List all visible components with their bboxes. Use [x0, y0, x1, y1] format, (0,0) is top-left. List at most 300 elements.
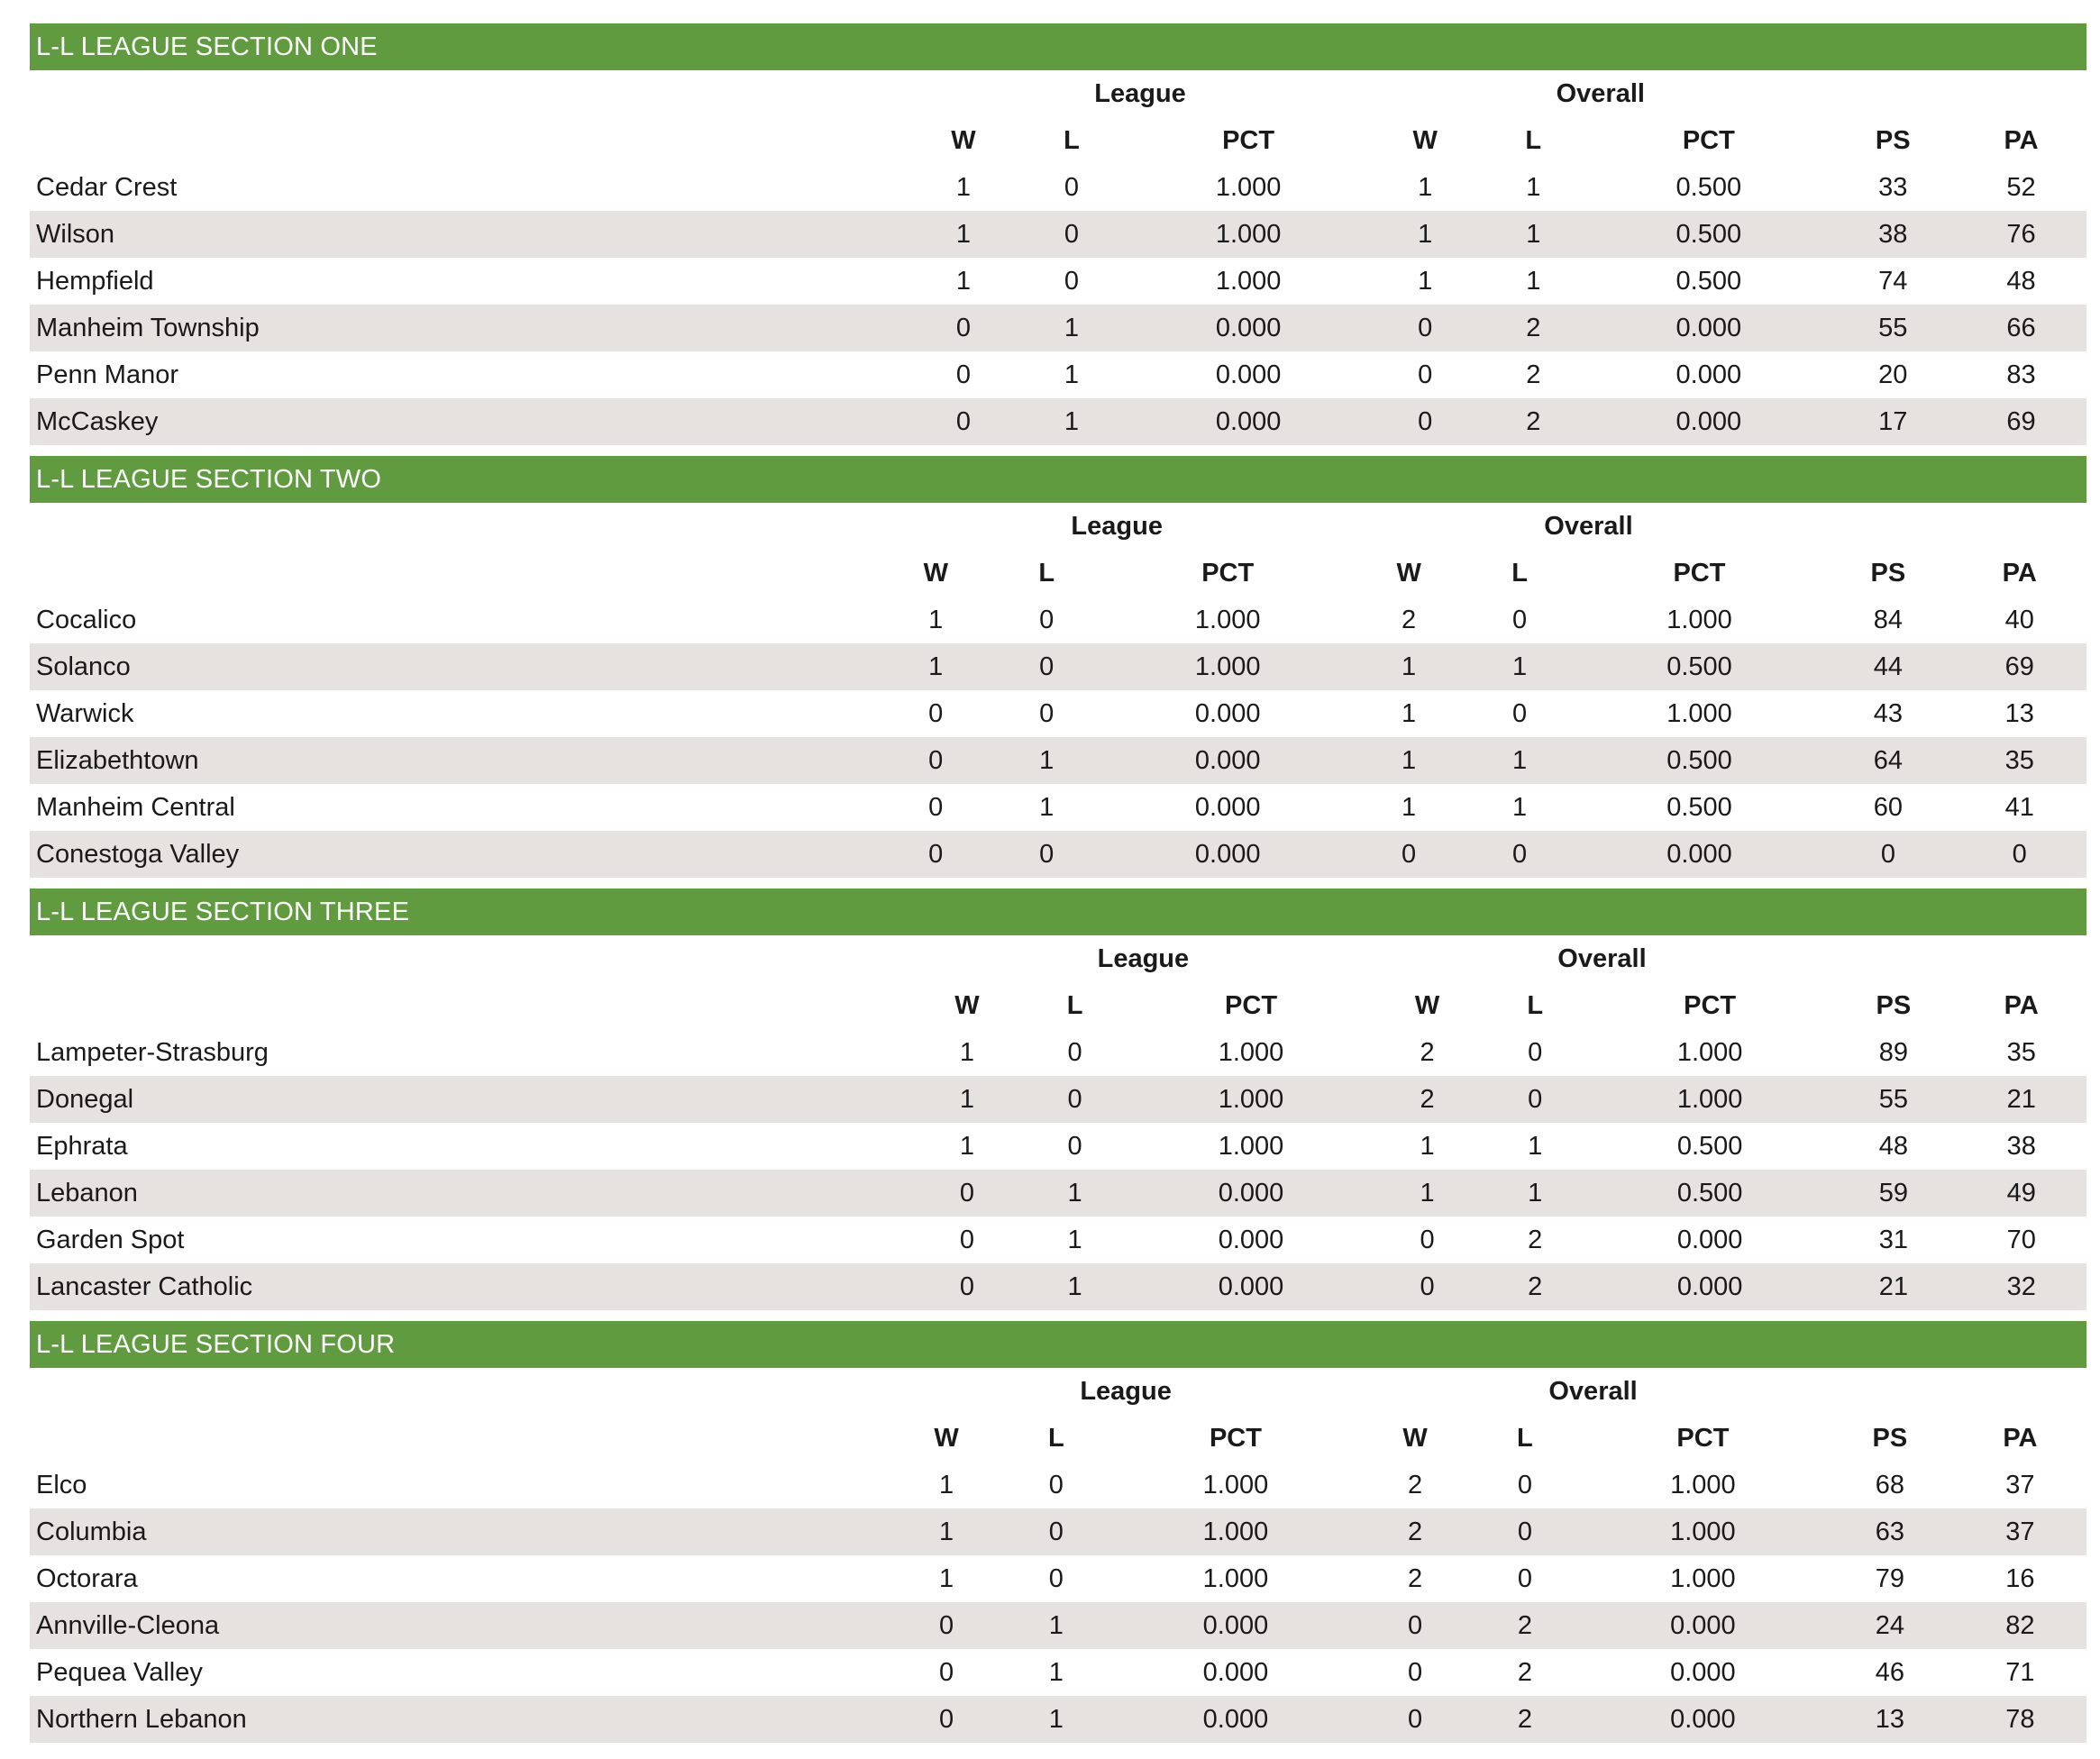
team-name: Garden Spot — [36, 1225, 185, 1254]
stat-league-pct: 0.000 — [1128, 1170, 1373, 1217]
column-header-overall_w: W — [1412, 125, 1438, 155]
stat-pa: 37 — [2005, 1470, 2035, 1499]
stat-pa: 66 — [1956, 305, 2086, 351]
stat-league-w: 0 — [881, 831, 991, 878]
stat-pa: 71 — [2005, 1657, 2035, 1687]
group-header-spacer — [1823, 503, 2086, 550]
stat-overall-w: 2 — [1374, 1076, 1482, 1123]
stat-ps: 21 — [1831, 1263, 1956, 1310]
group-header-spacer — [30, 503, 881, 550]
stat-league-pct: 0.000 — [1194, 792, 1261, 822]
stat-league-l: 1 — [1001, 1696, 1111, 1743]
team-row — [30, 1649, 2086, 1696]
stat-pa: 69 — [1956, 398, 2086, 445]
stat-pa: 76 — [1956, 211, 2086, 258]
column-header-overall_pct: PCT — [1682, 125, 1735, 155]
stat-overall-pct: 0.500 — [1575, 643, 1824, 690]
stat-league-w: 0 — [891, 1602, 1001, 1649]
standings-table — [30, 935, 2086, 1310]
team-name: Cocalico — [36, 605, 137, 634]
column-header-ps: PS — [1876, 990, 1912, 1020]
stat-overall-pct: 1.000 — [1670, 1563, 1736, 1593]
stat-league-pct: 0.000 — [1202, 1657, 1269, 1687]
stat-ps: 89 — [1878, 1037, 1908, 1067]
stat-league-pct: 1.000 — [1111, 1508, 1360, 1555]
team-name: McCaskey — [30, 398, 909, 445]
stat-overall-pct: 0.500 — [1587, 211, 1830, 258]
stat-overall-pct: 0.000 — [1670, 1657, 1736, 1687]
column-header-overall_l: L — [1527, 990, 1544, 1020]
stat-overall-pct: 0.500 — [1666, 792, 1732, 822]
stat-league-pct: 1.000 — [1218, 1131, 1284, 1161]
stat-league-w: 1 — [938, 1470, 954, 1499]
overall-group-header: Overall — [1544, 511, 1633, 541]
column-header-ps: PS — [1875, 125, 1911, 155]
team-name: Lampeter-Strasburg — [36, 1037, 269, 1067]
team-row — [30, 737, 2086, 784]
stat-overall-pct: 1.000 — [1666, 605, 1732, 634]
stat-ps: 63 — [1826, 1508, 1954, 1555]
stat-overall-w: 0 — [1371, 398, 1479, 445]
stat-league-pct: 0.000 — [1126, 398, 1371, 445]
team-name: Conestoga Valley — [30, 831, 881, 878]
column-header-overall_l: L — [1511, 558, 1528, 588]
stat-league-w: 1 — [909, 211, 1018, 258]
standings-table — [30, 503, 2086, 878]
stat-overall-l: 1 — [1465, 643, 1575, 690]
stat-overall-l: 2 — [1479, 305, 1587, 351]
stat-overall-w: 1 — [1371, 211, 1479, 258]
stat-ps: 24 — [1826, 1602, 1954, 1649]
stat-pa: 16 — [2005, 1563, 2035, 1593]
group-header-spacer — [1830, 70, 2086, 117]
stat-pa: 52 — [2006, 172, 2036, 202]
team-row — [30, 258, 2086, 305]
stat-league-l: 1 — [1039, 792, 1055, 822]
section-title: L-L LEAGUE SECTION TWO — [30, 456, 2086, 503]
stat-ps: 59 — [1831, 1170, 1956, 1217]
stat-overall-w: 0 — [1374, 1263, 1482, 1310]
stat-ps: 20 — [1878, 360, 1908, 389]
group-header-row — [30, 935, 2086, 982]
standings-section — [30, 1321, 2086, 1743]
team-column-header — [30, 117, 909, 164]
stat-overall-l: 0 — [1512, 605, 1528, 634]
team-name: Elizabethtown — [30, 737, 881, 784]
stat-league-l: 0 — [1039, 698, 1055, 728]
stat-ps: 31 — [1878, 1225, 1908, 1254]
stat-league-l: 1 — [1018, 305, 1126, 351]
stat-ps: 55 — [1831, 1076, 1956, 1123]
team-row — [30, 1123, 2086, 1170]
column-header-league_w: W — [934, 1423, 959, 1453]
stat-overall-pct: 1.000 — [1670, 1470, 1736, 1499]
column-header-overall_l: L — [1517, 1423, 1533, 1453]
stat-league-pct: 1.000 — [1215, 266, 1282, 296]
team-row — [30, 1263, 2086, 1310]
stat-league-pct: 1.000 — [1202, 1470, 1269, 1499]
team-name: Solanco — [30, 643, 881, 690]
column-header-league_pct: PCT — [1209, 1423, 1262, 1453]
stat-overall-w: 0 — [1407, 1657, 1423, 1687]
stat-overall-pct: 0.500 — [1589, 1170, 1831, 1217]
stat-league-w: 0 — [913, 1170, 1021, 1217]
stat-league-w: 0 — [938, 1657, 954, 1687]
column-header-league_l: L — [1048, 1423, 1064, 1453]
column-header-league_w: W — [923, 558, 948, 588]
stat-pa: 32 — [1956, 1263, 2086, 1310]
group-header-row — [30, 1368, 2086, 1415]
stat-league-pct: 0.000 — [1128, 1263, 1373, 1310]
stat-league-l: 0 — [1039, 605, 1055, 634]
team-name: Ephrata — [36, 1131, 128, 1161]
stat-pa: 78 — [1954, 1696, 2086, 1743]
team-name: Lancaster Catholic — [30, 1263, 913, 1310]
overall-group-header: Overall — [1548, 1376, 1638, 1406]
stat-league-w: 0 — [909, 305, 1018, 351]
stat-pa: 40 — [2004, 605, 2034, 634]
team-name: Columbia — [30, 1508, 891, 1555]
stat-overall-pct: 0.500 — [1676, 1131, 1743, 1161]
stat-ps: 48 — [1878, 1131, 1908, 1161]
stat-pa: 70 — [2006, 1225, 2036, 1254]
stat-league-pct: 1.000 — [1202, 1563, 1269, 1593]
team-name: Manheim Central — [36, 792, 235, 822]
stat-overall-pct: 0.000 — [1580, 1696, 1826, 1743]
stat-league-pct: 0.000 — [1215, 360, 1282, 389]
standings-section — [30, 889, 2086, 1310]
stat-ps: 13 — [1826, 1696, 1954, 1743]
stat-overall-l: 1 — [1528, 1131, 1543, 1161]
stat-pa: 82 — [1954, 1602, 2086, 1649]
stat-ps: 43 — [1873, 698, 1904, 728]
stat-overall-w: 1 — [1402, 792, 1417, 822]
stat-league-l: 0 — [1018, 211, 1126, 258]
team-row — [30, 1462, 2086, 1508]
column-header-row — [30, 117, 2086, 164]
stat-overall-pct: 0.000 — [1587, 398, 1830, 445]
column-header-pa: PA — [2004, 125, 2039, 155]
stat-overall-pct: 0.000 — [1589, 1263, 1831, 1310]
stat-league-pct: 1.000 — [1102, 643, 1354, 690]
team-name: Penn Manor — [36, 360, 178, 389]
stat-league-l: 0 — [1067, 1037, 1082, 1067]
stat-overall-w: 1 — [1354, 737, 1465, 784]
column-header-league_w: W — [954, 990, 980, 1020]
column-header-pa: PA — [2004, 990, 2039, 1020]
stat-overall-l: 1 — [1481, 1170, 1589, 1217]
stat-overall-w: 0 — [1354, 831, 1465, 878]
stat-league-l: 0 — [1067, 1131, 1082, 1161]
stat-league-w: 1 — [928, 605, 944, 634]
group-header-spacer — [30, 1368, 891, 1415]
team-row — [30, 351, 2086, 398]
stat-overall-l: 1 — [1512, 792, 1528, 822]
stat-overall-pct: 1.000 — [1589, 1076, 1831, 1123]
team-column-header — [30, 982, 913, 1029]
stat-overall-l: 0 — [1465, 831, 1575, 878]
stat-overall-pct: 0.500 — [1575, 737, 1824, 784]
stat-overall-pct: 1.000 — [1666, 698, 1732, 728]
stat-league-pct: 0.000 — [1111, 1602, 1360, 1649]
stat-overall-l: 1 — [1465, 737, 1575, 784]
standings — [30, 23, 2086, 1754]
team-row — [30, 1555, 2086, 1602]
stat-league-pct: 0.000 — [1102, 831, 1354, 878]
stat-league-w: 0 — [928, 792, 944, 822]
stat-overall-w: 1 — [1354, 643, 1465, 690]
stat-league-w: 0 — [955, 360, 972, 389]
column-header-overall_l: L — [1525, 125, 1542, 155]
stat-overall-l: 0 — [1512, 698, 1528, 728]
stat-overall-l: 0 — [1528, 1037, 1543, 1067]
team-row — [30, 690, 2086, 737]
stat-overall-l: 1 — [1479, 211, 1587, 258]
team-row — [30, 1170, 2086, 1217]
stat-overall-w: 2 — [1420, 1037, 1435, 1067]
team-row — [30, 831, 2086, 878]
stat-overall-pct: 0.000 — [1575, 831, 1824, 878]
stat-ps: 68 — [1875, 1470, 1905, 1499]
group-header-row — [30, 503, 2086, 550]
column-header-row — [30, 982, 2086, 1029]
stat-league-pct: 0.000 — [1218, 1225, 1284, 1254]
team-column-header — [30, 550, 881, 597]
stat-league-l: 0 — [991, 831, 1102, 878]
stat-league-w: 0 — [959, 1225, 974, 1254]
league-group-header: League — [1080, 1376, 1172, 1406]
stat-league-l: 0 — [1048, 1470, 1064, 1499]
group-header-spacer — [1831, 935, 2086, 982]
overall-group-header: Overall — [1557, 943, 1647, 973]
stat-ps: 33 — [1878, 172, 1908, 202]
stat-ps: 74 — [1878, 266, 1908, 296]
stat-overall-pct: 0.000 — [1580, 1602, 1826, 1649]
stat-league-pct: 1.000 — [1218, 1037, 1284, 1067]
team-name: Cedar Crest — [36, 172, 178, 202]
stat-league-l: 1 — [1018, 398, 1126, 445]
stat-league-w: 1 — [959, 1037, 974, 1067]
column-header-league_w: W — [951, 125, 976, 155]
stat-league-l: 0 — [991, 643, 1102, 690]
stat-overall-pct: 1.000 — [1580, 1508, 1826, 1555]
stat-overall-w: 0 — [1360, 1602, 1470, 1649]
team-row — [30, 1508, 2086, 1555]
team-row — [30, 1029, 2086, 1076]
team-name: Elco — [36, 1470, 87, 1499]
stat-overall-w: 0 — [1360, 1696, 1470, 1743]
stat-overall-l: 0 — [1481, 1076, 1589, 1123]
column-header-overall_w: W — [1396, 558, 1421, 588]
column-header-overall_pct: PCT — [1676, 1423, 1730, 1453]
column-header-ps: PS — [1872, 1423, 1908, 1453]
team-row — [30, 597, 2086, 643]
team-row — [30, 1217, 2086, 1263]
group-header-spacer — [30, 935, 913, 982]
stat-overall-w: 1 — [1418, 266, 1433, 296]
standings-section — [30, 23, 2086, 445]
stat-overall-w: 0 — [1420, 1225, 1435, 1254]
standings-table — [30, 1368, 2086, 1743]
stat-overall-l: 2 — [1526, 360, 1541, 389]
stat-pa: 49 — [1956, 1170, 2086, 1217]
stat-league-w: 0 — [913, 1263, 1021, 1310]
overall-group-header: Overall — [1556, 78, 1645, 108]
stat-overall-w: 2 — [1407, 1563, 1423, 1593]
stat-overall-l: 2 — [1481, 1263, 1589, 1310]
column-header-league_l: L — [1038, 558, 1055, 588]
stat-overall-w: 2 — [1407, 1470, 1423, 1499]
column-header-row — [30, 1415, 2086, 1462]
column-header-overall_w: W — [1402, 1423, 1428, 1453]
stat-league-l: 1 — [1064, 360, 1080, 389]
team-row — [30, 398, 2086, 445]
stat-overall-l: 2 — [1470, 1696, 1580, 1743]
stat-league-pct: 1.000 — [1215, 172, 1282, 202]
stat-league-w: 1 — [959, 1131, 974, 1161]
stat-overall-l: 0 — [1517, 1470, 1532, 1499]
team-name: Pequea Valley — [36, 1657, 203, 1687]
stat-ps: 44 — [1823, 643, 1952, 690]
stat-league-w: 0 — [909, 398, 1018, 445]
team-name: Hempfield — [36, 266, 154, 296]
stat-league-pct: 0.000 — [1194, 698, 1261, 728]
stat-league-l: 0 — [1001, 1508, 1111, 1555]
column-header-pa: PA — [2002, 558, 2037, 588]
column-header-league_pct: PCT — [1225, 990, 1278, 1020]
column-header-pa: PA — [2003, 1423, 2038, 1453]
team-name: Annville-Cleona — [30, 1602, 891, 1649]
stat-overall-w: 0 — [1371, 305, 1479, 351]
stat-ps: 0 — [1823, 831, 1952, 878]
stat-overall-pct: 0.000 — [1675, 360, 1742, 389]
team-name: Octorara — [36, 1563, 138, 1593]
stat-league-w: 1 — [913, 1076, 1021, 1123]
stat-overall-pct: 0.000 — [1587, 305, 1830, 351]
stat-league-pct: 1.000 — [1126, 211, 1371, 258]
stat-ps: 64 — [1823, 737, 1952, 784]
stat-overall-w: 1 — [1402, 698, 1417, 728]
stat-league-w: 1 — [938, 1563, 954, 1593]
stat-league-pct: 1.000 — [1128, 1076, 1373, 1123]
league-group-header: League — [1094, 78, 1186, 108]
stat-ps: 84 — [1873, 605, 1904, 634]
stat-overall-l: 2 — [1528, 1225, 1543, 1254]
team-row — [30, 1696, 2086, 1743]
column-header-league_l: L — [1066, 990, 1083, 1020]
stat-overall-l: 0 — [1517, 1563, 1532, 1593]
league-group-header: League — [1097, 943, 1190, 973]
team-name: Northern Lebanon — [30, 1696, 891, 1743]
stat-overall-l: 0 — [1470, 1508, 1580, 1555]
stat-league-pct: 0.000 — [1102, 737, 1354, 784]
column-header-ps: PS — [1870, 558, 1906, 588]
stat-league-w: 0 — [881, 737, 991, 784]
stat-league-w: 1 — [881, 643, 991, 690]
team-row — [30, 211, 2086, 258]
team-name: Warwick — [36, 698, 134, 728]
team-row — [30, 1602, 2086, 1649]
stat-pa: 38 — [2006, 1131, 2036, 1161]
stat-ps: 55 — [1830, 305, 1956, 351]
stat-overall-l: 2 — [1517, 1657, 1532, 1687]
stat-league-pct: 0.000 — [1111, 1696, 1360, 1743]
stat-ps: 79 — [1875, 1563, 1905, 1593]
stat-pa: 83 — [2006, 360, 2036, 389]
stat-league-w: 0 — [928, 698, 944, 728]
stat-league-w: 1 — [955, 266, 972, 296]
stat-league-pct: 1.000 — [1194, 605, 1261, 634]
column-header-league_pct: PCT — [1201, 558, 1255, 588]
stat-league-w: 0 — [891, 1696, 1001, 1743]
stat-pa: 41 — [2004, 792, 2034, 822]
stat-league-l: 1 — [1021, 1263, 1129, 1310]
stat-ps: 38 — [1830, 211, 1956, 258]
league-group-header: League — [1071, 511, 1163, 541]
stat-overall-pct: 1.000 — [1676, 1037, 1743, 1067]
stat-overall-l: 1 — [1526, 266, 1541, 296]
stat-overall-l: 2 — [1479, 398, 1587, 445]
stat-pa: 48 — [2006, 266, 2036, 296]
team-name: Lebanon — [30, 1170, 913, 1217]
column-header-overall_pct: PCT — [1684, 990, 1737, 1020]
stat-league-l: 1 — [991, 737, 1102, 784]
team-row — [30, 1076, 2086, 1123]
stat-overall-w: 0 — [1418, 360, 1433, 389]
team-row — [30, 643, 2086, 690]
column-header-league_l: L — [1064, 125, 1080, 155]
stat-pa: 35 — [2006, 1037, 2036, 1067]
team-row — [30, 164, 2086, 211]
stat-overall-l: 2 — [1470, 1602, 1580, 1649]
stat-pa: 21 — [1956, 1076, 2086, 1123]
stat-ps: 17 — [1830, 398, 1956, 445]
stat-ps: 60 — [1873, 792, 1904, 822]
stat-overall-pct: 0.500 — [1675, 172, 1742, 202]
stat-overall-pct: 0.000 — [1676, 1225, 1743, 1254]
stat-overall-w: 1 — [1418, 172, 1433, 202]
stat-pa: 37 — [1954, 1508, 2086, 1555]
stat-league-l: 1 — [1021, 1170, 1129, 1217]
group-header-spacer — [1826, 1368, 2086, 1415]
stat-overall-w: 1 — [1374, 1170, 1482, 1217]
stat-league-pct: 0.000 — [1126, 305, 1371, 351]
stat-league-w: 1 — [955, 172, 972, 202]
stat-league-l: 0 — [1064, 266, 1080, 296]
column-header-league_pct: PCT — [1222, 125, 1275, 155]
team-row — [30, 784, 2086, 831]
stat-pa: 35 — [1952, 737, 2086, 784]
stat-league-l: 0 — [1064, 172, 1080, 202]
stat-league-l: 1 — [1048, 1657, 1064, 1687]
stat-overall-pct: 0.500 — [1675, 266, 1742, 296]
stat-league-l: 1 — [1067, 1225, 1082, 1254]
stat-overall-w: 1 — [1420, 1131, 1435, 1161]
stat-league-l: 1 — [1001, 1602, 1111, 1649]
group-header-spacer — [30, 70, 909, 117]
team-name: Wilson — [30, 211, 909, 258]
stat-league-w: 1 — [891, 1508, 1001, 1555]
section-title: L-L LEAGUE SECTION THREE — [30, 889, 2086, 935]
group-header-row — [30, 70, 2086, 117]
stat-league-l: 0 — [1048, 1563, 1064, 1593]
column-header-row — [30, 550, 2086, 597]
stat-ps: 46 — [1875, 1657, 1905, 1687]
section-title: L-L LEAGUE SECTION FOUR — [30, 1321, 2086, 1368]
team-name: Manheim Township — [30, 305, 909, 351]
column-header-overall_pct: PCT — [1673, 558, 1726, 588]
stat-pa: 0 — [1952, 831, 2086, 878]
